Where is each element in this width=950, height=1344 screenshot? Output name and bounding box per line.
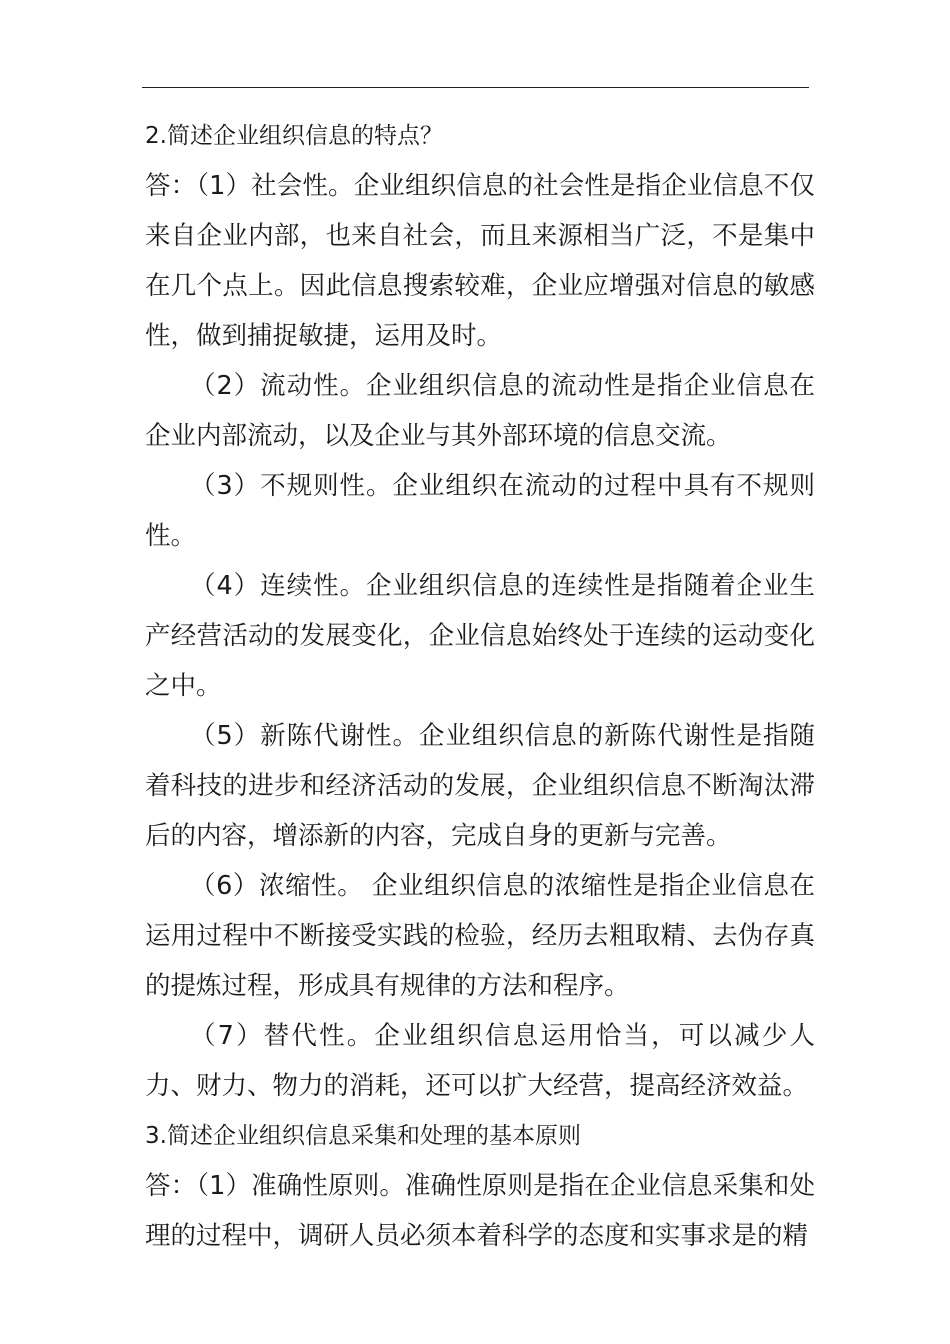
question-heading: 2.简述企业组织信息的特点？ bbox=[145, 123, 443, 149]
header-rule bbox=[142, 87, 809, 88]
answer-paragraph: （7）替代性。企业组织信息运用恰当，可以减少人力、财力、物力的消耗，还可以扩大经营，提高经济效益。 bbox=[145, 1021, 815, 1101]
answer-paragraph: （5）新陈代谢性。企业组织信息的新陈代谢性是指随着科技的进步和经济活动的发展，企业组织信息不断淘汰滞后的内容，增添新的内容，完成自身的更新与完善。 bbox=[145, 721, 815, 851]
answer-paragraph: （2）流动性。企业组织信息的流动性是指企业信息在企业内部流动，以及企业与其外部环境的信息交流。 bbox=[145, 371, 815, 451]
answer-paragraph: （4）连续性。企业组织信息的连续性是指随着企业生产经营活动的发展变化，企业信息始终处于连续的运动变化之中。 bbox=[145, 571, 815, 701]
answer-paragraph: 答：（1）社会性。企业组织信息的社会性是指企业信息不仅来自企业内部，也来自社会，而且来源相当广泛，不是集中在几个点上。因此信息搜索较难，企业应增强对信息的敏感性，做到捕捉敏捷，运用及时。 bbox=[145, 171, 815, 351]
question-heading: 3.简述企业组织信息采集和处理的基本原则 bbox=[145, 1123, 581, 1149]
document-body bbox=[145, 111, 815, 1261]
answer-paragraph: （3）不规则性。企业组织在流动的过程中具有不规则性。 bbox=[145, 471, 815, 551]
answer-paragraph: （6）浓缩性。 企业组织信息的浓缩性是指企业信息在运用过程中不断接受实践的检验，经历去粗取精、去伪存真的提炼过程，形成具有规律的方法和程序。 bbox=[145, 871, 815, 1001]
answer-paragraph: 答：（1）准确性原则。准确性原则是指在企业信息采集和处理的过程中，调研人员必须本着科学的态度和实事求是的精 bbox=[145, 1171, 815, 1251]
